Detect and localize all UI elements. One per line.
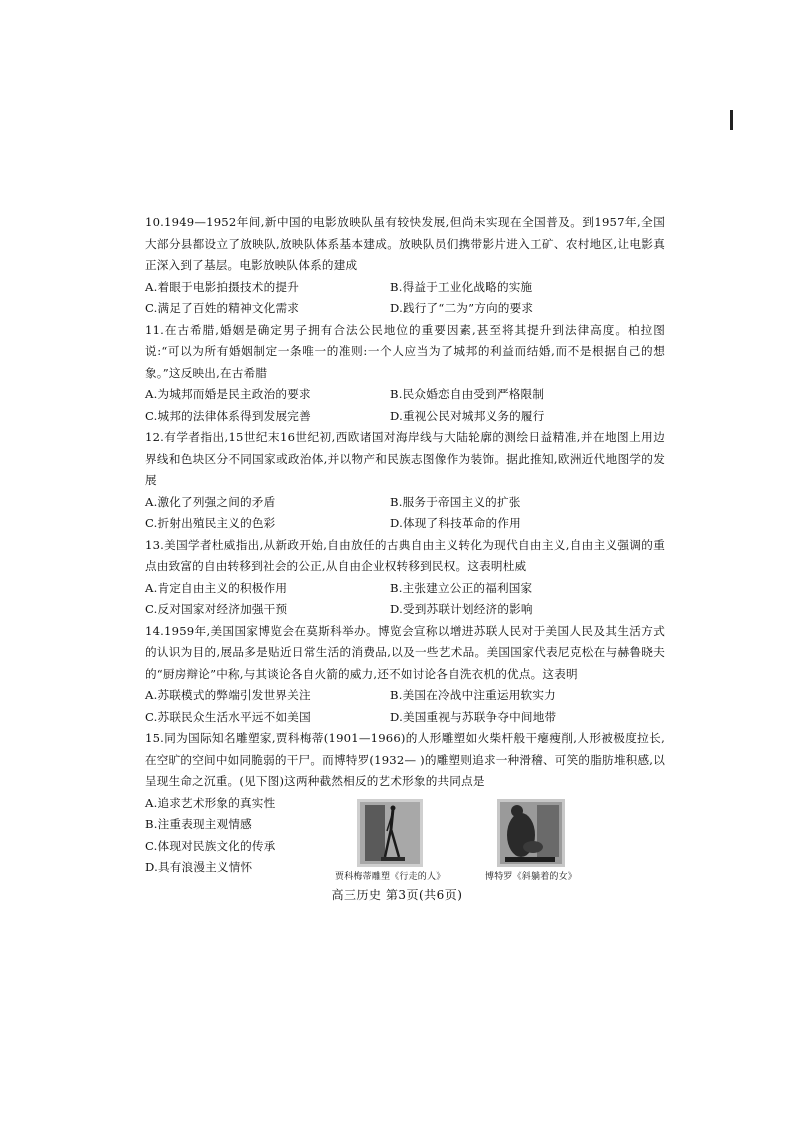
figure-caption: 博特罗《斜躺着的女》 <box>485 871 578 882</box>
option-c: C.反对国家对经济加强干预 <box>145 602 288 616</box>
figure-caption: 贾科梅蒂雕塑《行走的人》 <box>335 871 446 882</box>
option-d: D.受到苏联计划经济的影响 <box>390 602 533 616</box>
question-12 <box>145 427 665 535</box>
option-list <box>145 578 665 621</box>
option-b: B.民众婚恋自由受到严格限制 <box>390 387 545 401</box>
option-c: C.苏联民众生活水平远不如美国 <box>145 709 311 724</box>
page-footer: 高三历史 第3页(共6页) <box>331 888 463 902</box>
option-d: D.践行了“二为”方向的要求 <box>390 301 534 315</box>
scan-mark <box>730 110 733 130</box>
option-list <box>145 793 365 879</box>
option-d: D.体现了科技革命的作用 <box>390 516 521 530</box>
option-c: C.折射出殖民主义的色彩 <box>145 516 276 530</box>
option-b: B.注重表现主观情感 <box>145 817 252 831</box>
question-15 <box>145 728 665 883</box>
question-text: 15.同为国际知名雕塑家,贾科梅蒂(1901—1966)的人形雕塑如火柴杆般干瘪瘦削,人形被极度拉长,在空旷的空间中如同脆弱的干尸。而博特罗(1932— )的雕塑则追求一种滑稽、可笑的脂肪堆积感,以呈现生命之沉重。(见下图)这两种截然相反的艺术形象的共同点是 <box>145 731 665 788</box>
option-list <box>145 492 665 535</box>
figure-reclining-woman <box>485 799 577 883</box>
question-14 <box>145 621 665 729</box>
figure-walking-man <box>335 799 445 883</box>
question-15-body <box>145 793 665 883</box>
option-list <box>145 384 665 427</box>
option-d: D.具有浪漫主义情怀 <box>145 860 253 874</box>
exam-page-content <box>145 212 665 883</box>
option-a: A.苏联模式的弊端引发世界关注 <box>145 688 311 702</box>
option-d: D.重视公民对城邦义务的履行 <box>390 408 545 423</box>
question-text: 11.在古希腊,婚姻是确定男子拥有合法公民地位的重要因素,甚至将其提升到法律高度。柏拉图说:“可以为所有婚姻制定一条唯一的准则:一个人应当为了城邦的利益而结婚,而不是根据自己的想象。”这反映出,在古希腊 <box>145 322 665 380</box>
option-b: B.服务于帝国主义的扩张 <box>390 494 521 509</box>
sculpture-photo-giacometti <box>357 799 423 867</box>
question-text: 14.1959年,美国国家博览会在莫斯科举办。博览会宣称以增进苏联人民对于美国人民及其生活方式的认识为目的,展品多是贴近日常生活的消费品,以及一些艺术品。美国国家代表尼克松在与赫鲁晓夫的“厨房辩论”中称,与其谈论各自火箭的威力,还不如讨论各自洗衣机的优点。这表明 <box>145 623 665 681</box>
option-b: B.美国在冷战中注重运用软实力 <box>390 688 556 702</box>
option-b: B.得益于工业化战略的实施 <box>390 279 533 294</box>
option-list <box>145 685 665 728</box>
option-b: B.主张建立公正的福利国家 <box>390 580 533 595</box>
question-text: 13.美国学者杜威指出,从新政开始,自由放任的古典自由主义转化为现代自由主义,自由主义强调的重点由致富的自由转移到社会的公正,从自由企业权转移到民权。这表明杜威 <box>145 537 665 573</box>
option-a: A.追求艺术形象的真实性 <box>145 795 276 810</box>
option-c: C.满足了百姓的精神文化需求 <box>145 301 300 315</box>
option-c: C.城邦的法律体系得到发展完善 <box>145 408 311 423</box>
question-10 <box>145 212 665 320</box>
option-a: A.着眼于电影拍摄技术的提升 <box>145 279 299 294</box>
question-text: 10.1949—1952年间,新中国的电影放映队虽有较快发展,但尚未实现在全国普及。到1957年,全国大部分县都设立了放映队,放映队体系基本建成。放映队员们携带影片进入工矿、农村地区,让电影真正深入到了基层。电影放映队体系的建成 <box>145 215 665 272</box>
option-a: A.激化了列强之间的矛盾 <box>145 494 276 509</box>
sculpture-photo-botero <box>497 799 565 867</box>
option-a: A.为城邦而婚是民主政治的要求 <box>145 387 311 401</box>
option-list <box>145 277 665 320</box>
question-text: 12.有学者指出,15世纪末16世纪初,西欧诸国对海岸线与大陆轮廓的测绘日益精准,并在地图上用边界线和色块区分不同国家或政治体,并以物产和民族志图像作为装饰。据此推知,欧洲近代地图学的发展 <box>145 430 665 487</box>
option-a: A.肯定自由主义的积极作用 <box>145 580 288 595</box>
option-d: D.美国重视与苏联争夺中间地带 <box>390 709 557 724</box>
question-13 <box>145 535 665 621</box>
question-11 <box>145 320 665 428</box>
option-c: C.体现对民族文化的传承 <box>145 838 276 853</box>
